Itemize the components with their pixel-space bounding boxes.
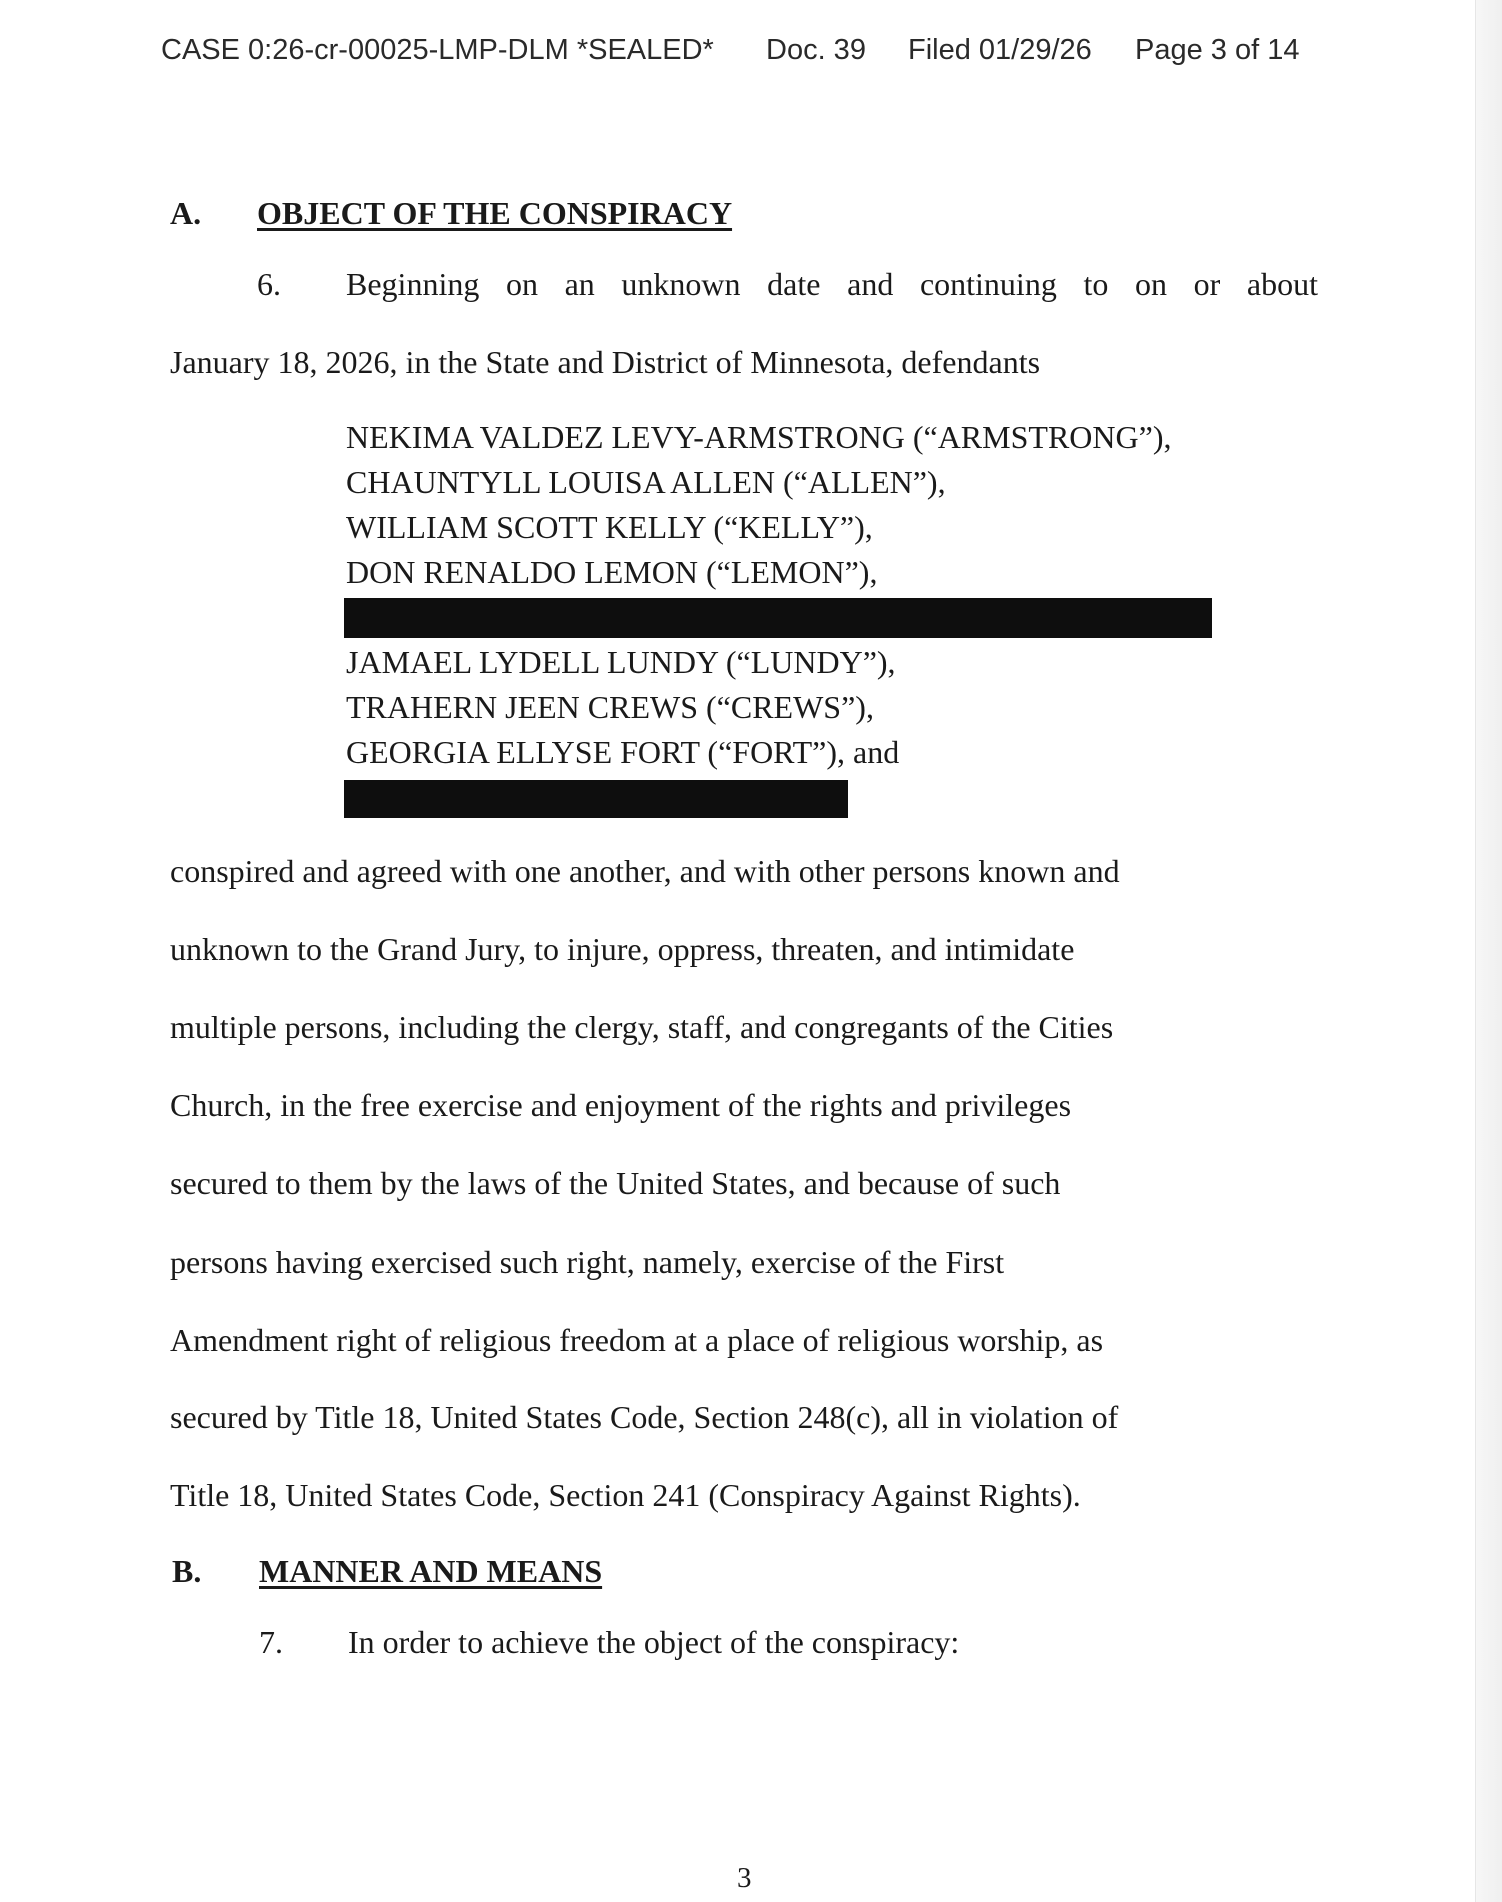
section-b-letter: B. <box>172 1553 202 1589</box>
header-filed-date: Filed 01/29/26 <box>908 34 1092 66</box>
section-a-title: OBJECT OF THE CONSPIRACY <box>257 195 733 231</box>
body-line: Church, in the free exercise and enjoyment of the rights and privileges <box>170 1087 1072 1123</box>
defendant-allen: CHAUNTYLL LOUISA ALLEN (“ALLEN”), <box>346 464 946 500</box>
paragraph-6-second-line: January 18, 2026, in the State and District of Minnesota, defendants <box>170 344 1041 380</box>
defendant-fort: GEORGIA ELLYSE FORT (“FORT”), and <box>346 734 900 770</box>
defendant-armstrong: NEKIMA VALDEZ LEVY-ARMSTRONG (“ARMSTRONG”), <box>346 419 1172 455</box>
body-line: conspired and agreed with one another, and with other persons known and <box>170 853 1120 889</box>
redacted-defendant-bar <box>344 780 848 818</box>
body-line: persons having exercised such right, namely, exercise of the First <box>170 1244 1005 1280</box>
section-a-letter: A. <box>170 195 202 231</box>
body-line: Title 18, United States Code, Section 241 (Conspiracy Against Rights). <box>170 1477 1081 1513</box>
body-line: secured to them by the laws of the United States, and because of such <box>170 1165 1061 1201</box>
defendant-lemon: DON RENALDO LEMON (“LEMON”), <box>346 554 878 590</box>
defendant-crews: TRAHERN JEEN CREWS (“CREWS”), <box>346 689 874 725</box>
body-line: Amendment right of religious freedom at a place of religious worship, as <box>170 1322 1104 1358</box>
page-edge-shadow <box>1475 0 1502 1902</box>
paragraph-6-number: 6. <box>257 266 281 302</box>
body-line: unknown to the Grand Jury, to injure, oppress, threaten, and intimidate <box>170 931 1075 967</box>
paragraph-7-number: 7. <box>259 1624 283 1660</box>
defendant-kelly: WILLIAM SCOTT KELLY (“KELLY”), <box>346 509 873 545</box>
section-b-title: MANNER AND MEANS <box>259 1553 603 1589</box>
body-line: multiple persons, including the clergy, staff, and congregants of the Cities <box>170 1009 1114 1045</box>
paragraph-7-text: In order to achieve the object of the conspiracy: <box>348 1624 960 1660</box>
body-line: secured by Title 18, United States Code, Section 248(c), all in violation of <box>170 1399 1119 1435</box>
header-page-count: Page 3 of 14 <box>1135 34 1300 66</box>
page-number: 3 <box>737 1862 752 1894</box>
header-case-number: CASE 0:26-cr-00025-LMP-DLM *SEALED* <box>161 34 714 66</box>
header-doc-number: Doc. 39 <box>766 34 866 66</box>
paragraph-6-first-line: Beginning on an unknown date and continuing to on or about <box>346 266 1318 302</box>
defendant-lundy: JAMAEL LYDELL LUNDY (“LUNDY”), <box>346 644 896 680</box>
redacted-defendant-bar <box>344 598 1212 638</box>
